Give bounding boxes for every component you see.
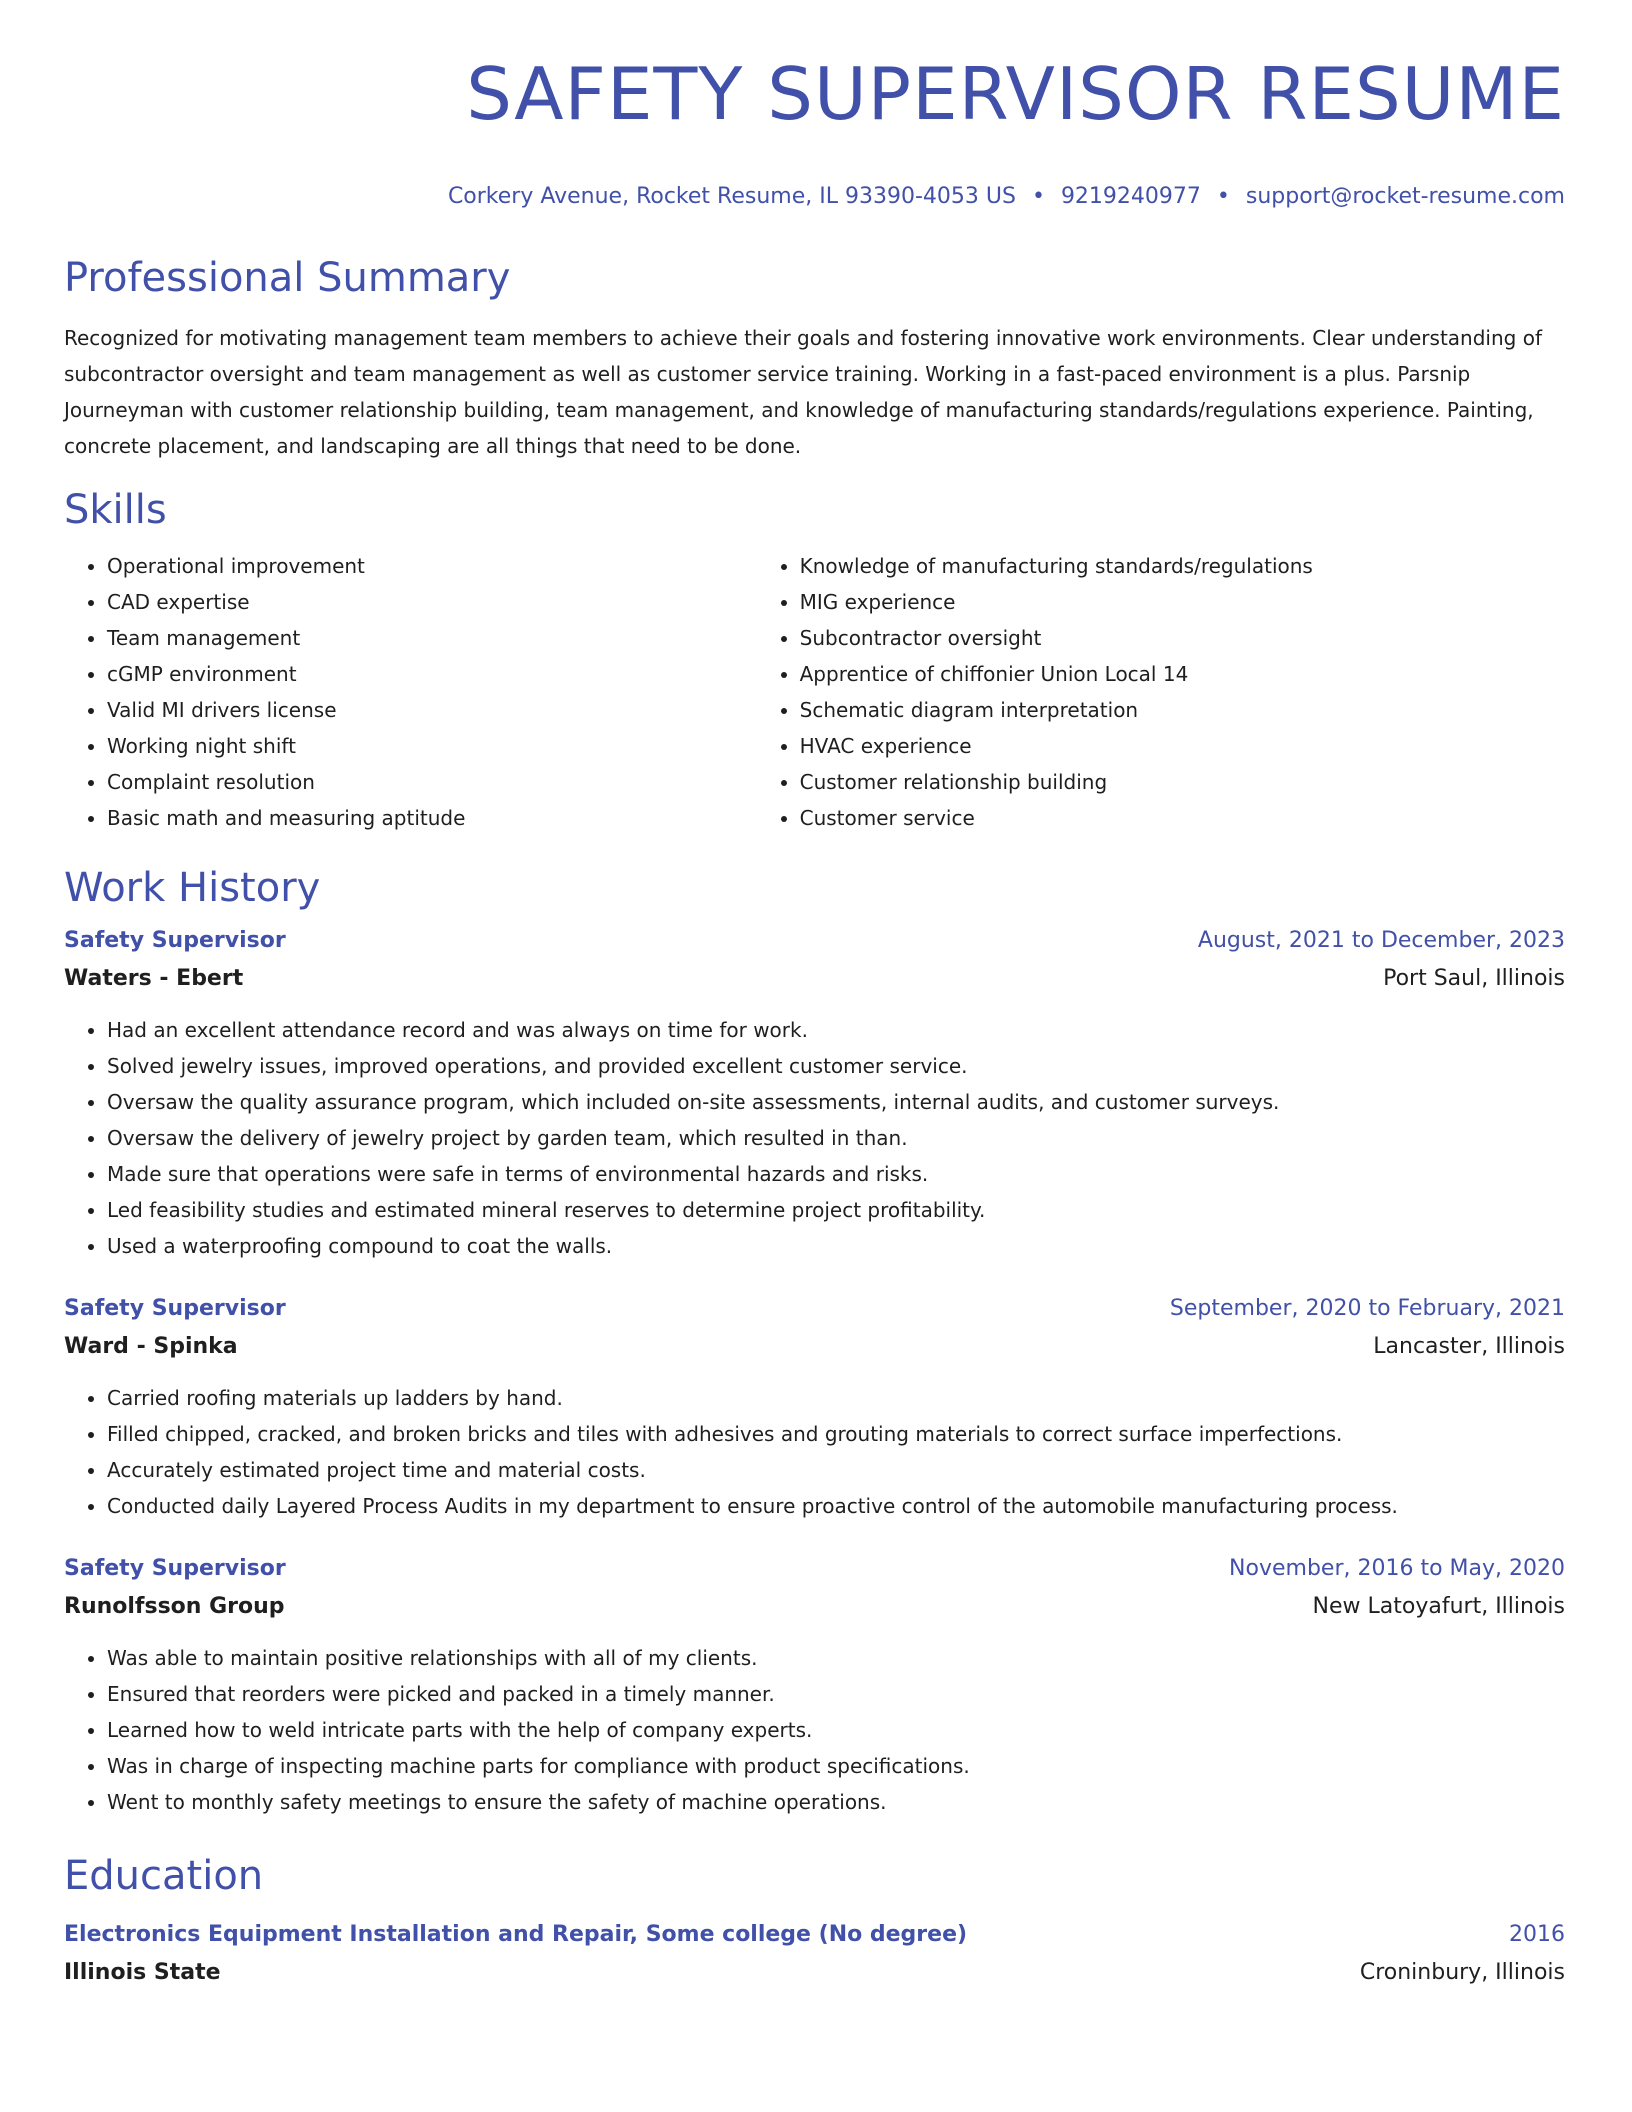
job-bullet: • Used a waterproofing compound to coat the walls.	[107, 1228, 1565, 1264]
summary-heading: Professional Summary	[64, 255, 511, 301]
job-bullet: • Was in charge of inspecting machine parts for compliance with product specifications.	[107, 1748, 1565, 1784]
education-location: Croninbury, Illinois	[1359, 1960, 1565, 1985]
job-bullet: • Oversaw the delivery of jewelry project by garden team, which resulted in than.	[107, 1120, 1565, 1156]
job-entry	[64, 1290, 1565, 1524]
job-bullet: • Learned how to weld intricate parts with the help of company experts.	[107, 1712, 1565, 1748]
skill-item: • Customer service	[800, 800, 1565, 836]
job-bullet: • Carried roofing materials up ladders by hand.	[107, 1380, 1565, 1416]
job-company-row	[64, 960, 1565, 998]
job-role: Safety Supervisor	[64, 928, 286, 953]
skills-heading: Skills	[64, 487, 167, 533]
job-company: Waters - Ebert	[64, 966, 244, 991]
job-role: Safety Supervisor	[64, 1296, 286, 1321]
skill-item: • Customer relationship building	[800, 764, 1565, 800]
job-bullets	[64, 1012, 1565, 1264]
job-bullets	[64, 1640, 1565, 1820]
job-bullet: • Solved jewelry issues, improved operations, and provided excellent customer service.	[107, 1048, 1565, 1084]
skill-item: • Complaint resolution	[107, 764, 757, 800]
job-bullet: • Made sure that operations were safe in terms of environmental hazards and risks.	[107, 1156, 1565, 1192]
education-school-row	[64, 1954, 1565, 1992]
job-location: Lancaster, Illinois	[1373, 1334, 1565, 1359]
job-location: New Latoyafurt, Illinois	[1312, 1594, 1565, 1619]
skills-list-left	[64, 548, 757, 836]
job-bullet: • Went to monthly safety meetings to ensure the safety of machine operations.	[107, 1784, 1565, 1820]
job-entry	[64, 1550, 1565, 1820]
skill-item: • cGMP environment	[107, 656, 757, 692]
job-dates: August, 2021 to December, 2023	[1197, 928, 1565, 953]
job-bullet: • Had an excellent attendance record and was always on time for work.	[107, 1012, 1565, 1048]
job-bullet: • Oversaw the quality assurance program, which included on-site assessments, internal audits, and customer surveys.	[107, 1084, 1565, 1120]
contact-line	[64, 182, 1565, 212]
skill-item: • Basic math and measuring aptitude	[107, 800, 757, 836]
job-bullet: • Was able to maintain positive relationships with all of my clients.	[107, 1640, 1565, 1676]
resume-title: SAFETY SUPERVISOR RESUME	[466, 52, 1565, 136]
skills-list-right	[757, 548, 1565, 836]
contact-email: support@rocket-resume.com	[1245, 184, 1565, 209]
skill-item: • HVAC experience	[800, 728, 1565, 764]
skills-columns	[64, 548, 1565, 836]
contact-separator: •	[1216, 184, 1230, 209]
job-company-row	[64, 1588, 1565, 1626]
skill-item: • Valid MI drivers license	[107, 692, 757, 728]
job-dates: September, 2020 to February, 2021	[1169, 1296, 1565, 1321]
job-header-row	[64, 1290, 1565, 1328]
job-location: Port Saul, Illinois	[1383, 966, 1565, 991]
education-header-row	[64, 1916, 1565, 1954]
skill-item: • Apprentice of chiffonier Union Local 14	[800, 656, 1565, 692]
skill-item: • CAD expertise	[107, 584, 757, 620]
skill-item: • Schematic diagram interpretation	[800, 692, 1565, 728]
work-history-heading: Work History	[64, 865, 321, 911]
skill-item: • Subcontractor oversight	[800, 620, 1565, 656]
skill-item: • Operational improvement	[107, 548, 757, 584]
job-company: Runolfsson Group	[64, 1594, 285, 1619]
job-role: Safety Supervisor	[64, 1556, 286, 1581]
job-header-row	[64, 1550, 1565, 1588]
job-bullet: • Ensured that reorders were picked and packed in a timely manner.	[107, 1676, 1565, 1712]
education-heading: Education	[64, 1853, 264, 1899]
job-bullet: • Filled chipped, cracked, and broken bricks and tiles with adhesives and grouting materials to correct surface imperfections.	[107, 1416, 1565, 1452]
job-bullet: • Led feasibility studies and estimated mineral reserves to determine project profitability.	[107, 1192, 1565, 1228]
summary-text: Recognized for motivating management team members to achieve their goals and fostering innovative work environments. Clear understanding of subcontractor oversight and team management as well as customer service training. Working in a fast-paced environment is a plus. Parsnip Journeyman with customer relationship building, team management, and knowledge of manufacturing standards/regulations experience. Painting, concrete placement, and landscaping are all things that need to be done.	[64, 326, 1542, 458]
job-bullet: • Conducted daily Layered Process Audits in my department to ensure proactive control of the automobile manufacturing process.	[107, 1488, 1565, 1524]
job-company-row	[64, 1328, 1565, 1366]
job-bullets	[64, 1380, 1565, 1524]
skill-item: • Working night shift	[107, 728, 757, 764]
contact-address: Corkery Avenue, Rocket Resume, IL 93390-4053 US	[447, 184, 1016, 209]
education-entry	[64, 1916, 1565, 1992]
job-dates: November, 2016 to May, 2020	[1229, 1556, 1565, 1581]
job-bullet: • Accurately estimated project time and material costs.	[107, 1452, 1565, 1488]
skill-item: • MIG experience	[800, 584, 1565, 620]
education-year: 2016	[1509, 1922, 1565, 1947]
job-company: Ward - Spinka	[64, 1334, 238, 1359]
education-school: Illinois State	[64, 1960, 221, 1985]
skill-item: • Team management	[107, 620, 757, 656]
contact-separator: •	[1031, 184, 1045, 209]
skill-item: • Knowledge of manufacturing standards/regulations	[800, 548, 1565, 584]
contact-phone: 9219240977	[1060, 184, 1201, 209]
job-entry	[64, 922, 1565, 1264]
education-degree: Electronics Equipment Installation and Repair, Some college (No degree)	[64, 1922, 968, 1947]
job-header-row	[64, 922, 1565, 960]
